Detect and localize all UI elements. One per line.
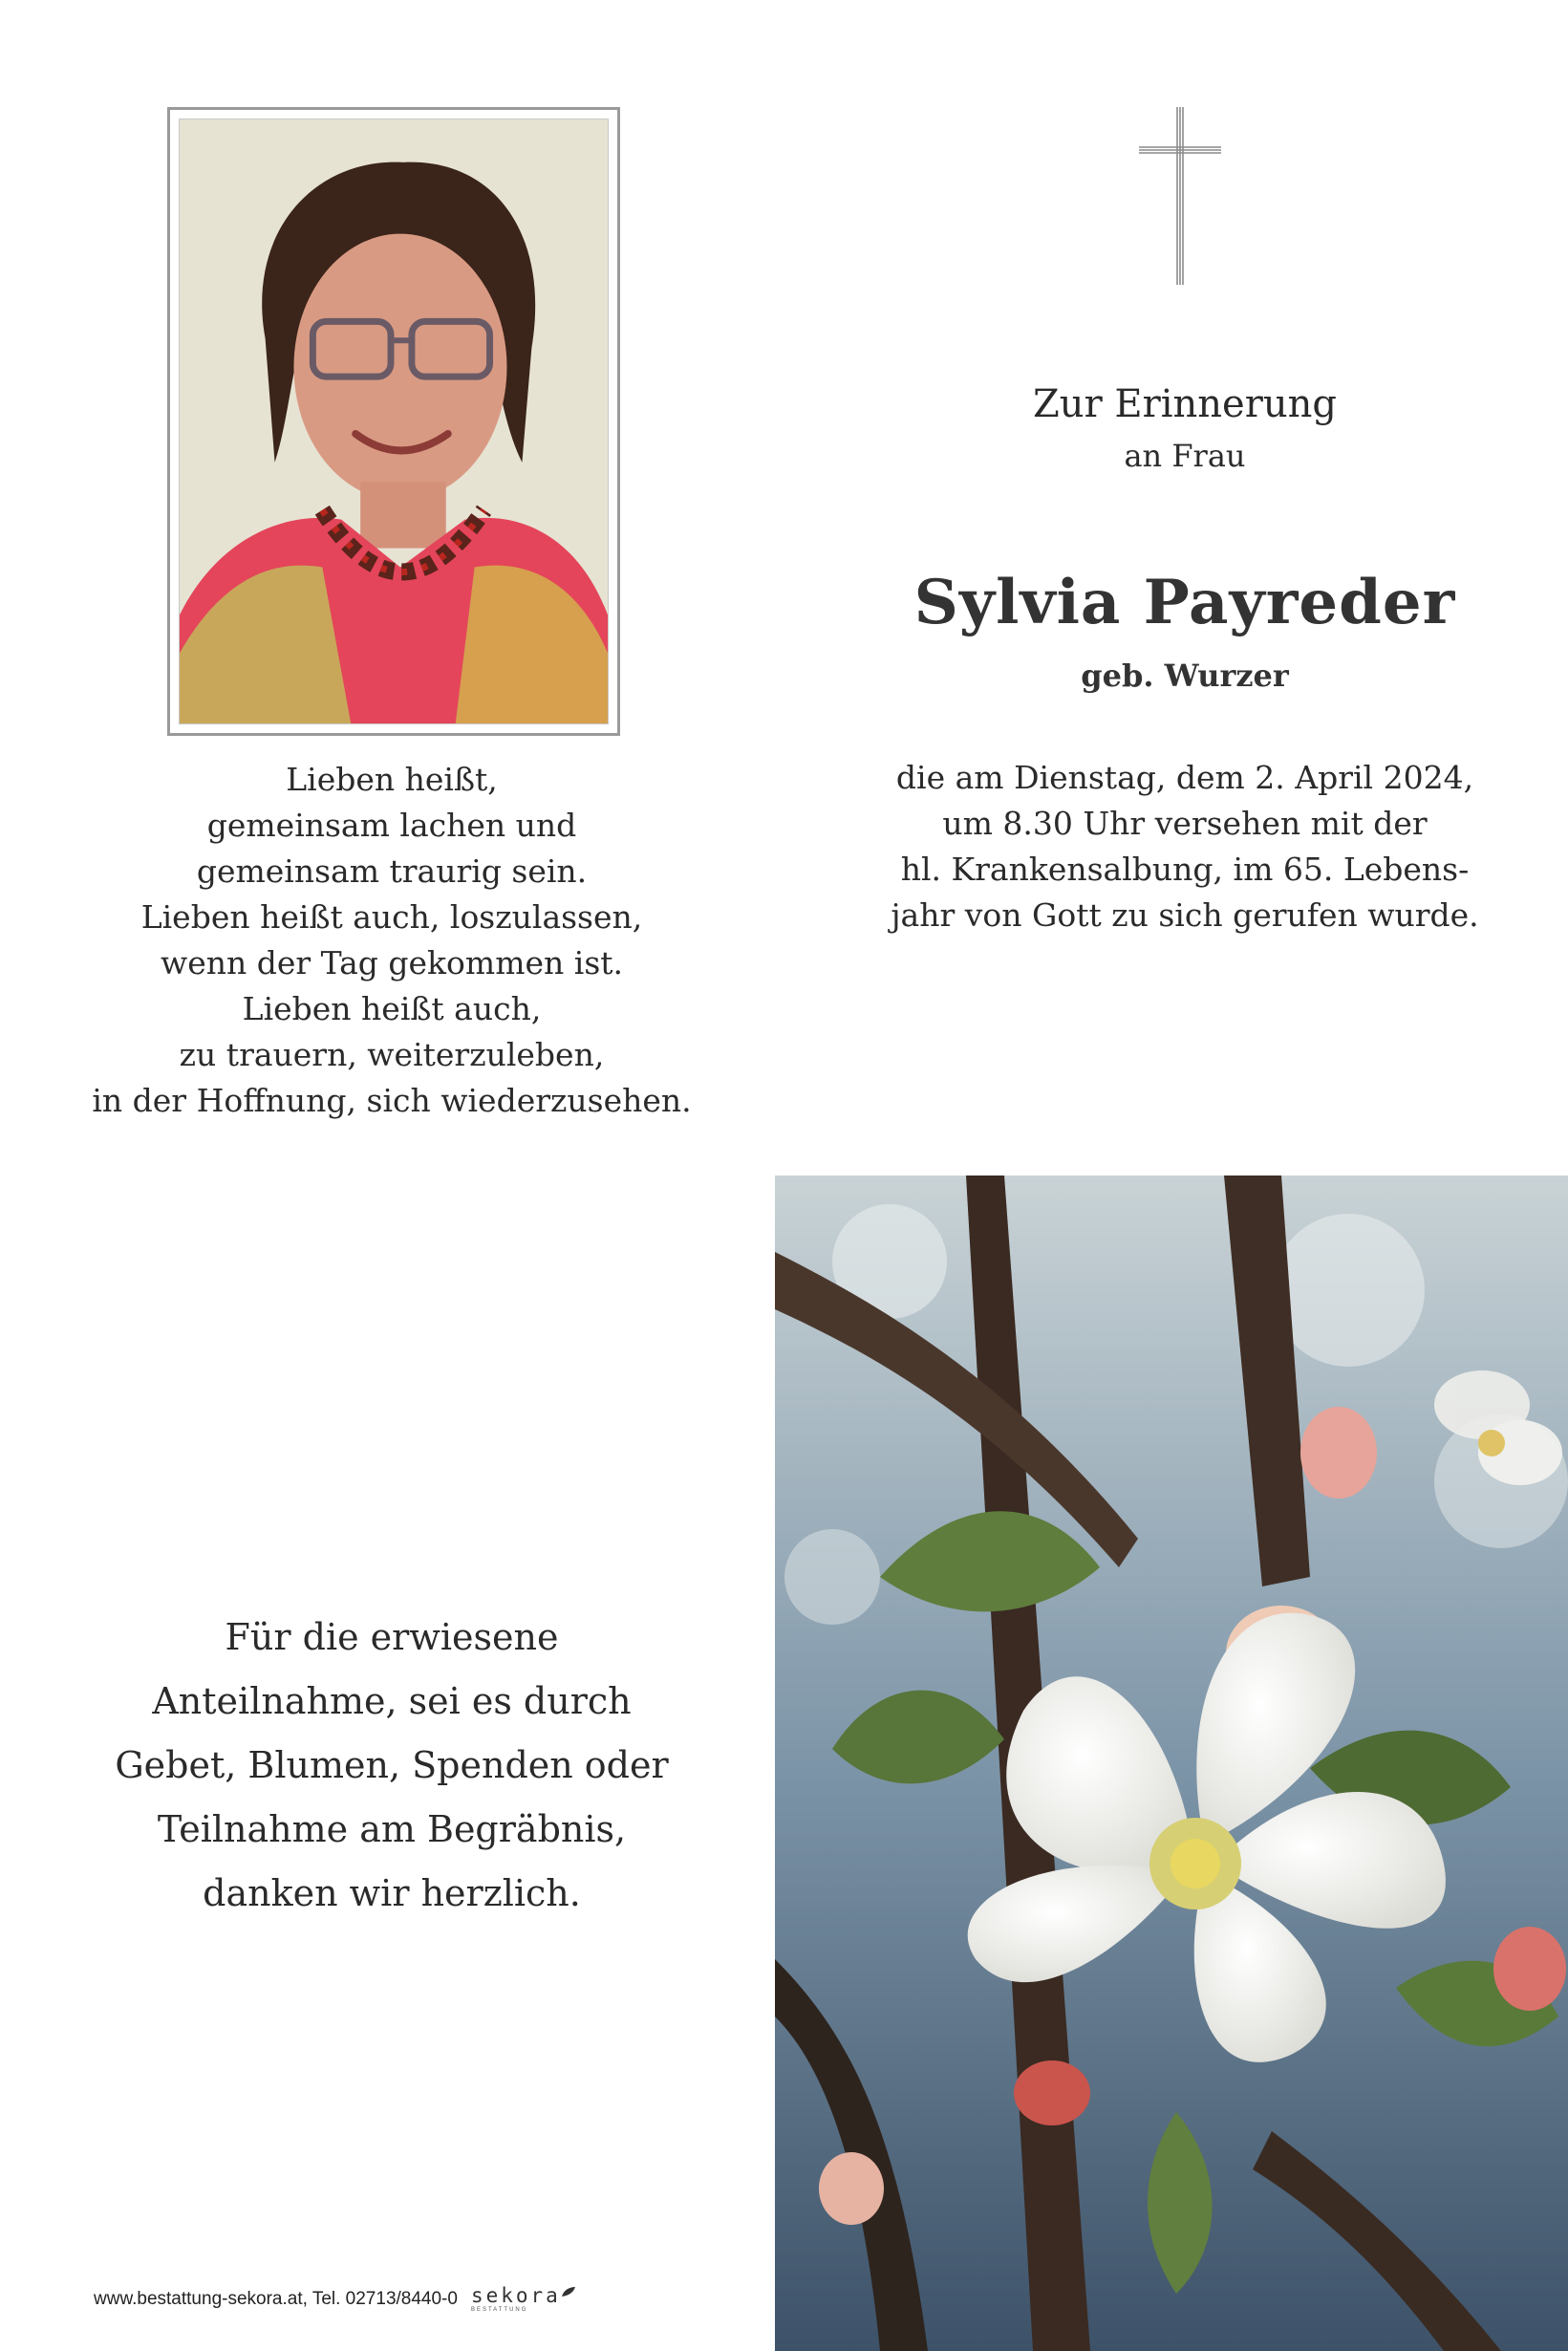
thanks-line: Gebet, Blumen, Spenden oder bbox=[115, 1744, 669, 1786]
death-notice-line: hl. Krankensalbung, im 65. Lebens- bbox=[900, 851, 1470, 888]
poem-line: gemeinsam traurig sein. bbox=[196, 852, 588, 890]
maiden-name: geb. Wurzer bbox=[1081, 658, 1289, 694]
blossom-image bbox=[775, 1176, 1568, 2351]
poem-line: wenn der Tag gekommen ist. bbox=[160, 944, 624, 981]
logo-text: sekora bbox=[470, 2284, 561, 2307]
portrait-photo-frame bbox=[167, 107, 620, 736]
memorial-subheading: an Frau bbox=[1124, 438, 1246, 474]
deceased-name: Sylvia Payreder bbox=[913, 567, 1456, 638]
poem-line: zu trauern, weiterzuleben, bbox=[179, 1036, 605, 1073]
blossom-photo bbox=[775, 1176, 1568, 2351]
footer bbox=[94, 2280, 705, 2319]
thanks-line: Teilnahme am Begräbnis, bbox=[157, 1808, 627, 1850]
portrait-photo bbox=[179, 119, 609, 724]
poem bbox=[76, 757, 707, 1124]
poem-line: Lieben heißt auch, bbox=[242, 990, 542, 1027]
thanks-message bbox=[96, 1606, 688, 1926]
poem-line: Lieben heißt auch, loszulassen, bbox=[140, 898, 643, 936]
death-notice-line: um 8.30 Uhr versehen mit der bbox=[942, 805, 1428, 842]
death-notice-line: die am Dienstag, dem 2. April 2024, bbox=[895, 759, 1474, 796]
death-notice bbox=[860, 755, 1510, 938]
poem-line: gemeinsam lachen und bbox=[206, 807, 577, 844]
cross-icon bbox=[1137, 105, 1223, 287]
thanks-line: Anteilnahme, sei es durch bbox=[152, 1680, 632, 1722]
thanks-line: Für die erwiesene bbox=[225, 1616, 559, 1658]
leaf-icon bbox=[561, 2286, 576, 2297]
portrait-image bbox=[180, 119, 608, 723]
funeral-home-logo bbox=[471, 2286, 576, 2313]
thanks-line: danken wir herzlich. bbox=[203, 1872, 581, 1914]
funeral-home-contact: www.bestattung-sekora.at, Tel. 02713/8440-0 bbox=[94, 2289, 458, 2309]
logo-subtext: BESTATTUNG bbox=[470, 2307, 528, 2313]
death-notice-line: jahr von Gott zu sich gerufen wurde. bbox=[891, 896, 1479, 934]
poem-line: Lieben heißt, bbox=[286, 761, 498, 798]
poem-line: in der Hoffnung, sich wiederzusehen. bbox=[92, 1082, 692, 1119]
memorial-heading: Zur Erinnerung bbox=[1033, 382, 1337, 426]
